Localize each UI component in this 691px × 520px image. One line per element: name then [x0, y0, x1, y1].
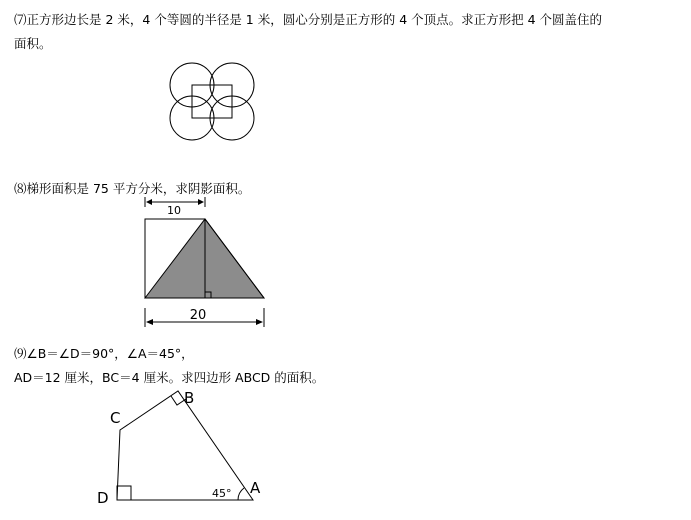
bottom-dim-label: 20 [189, 308, 207, 323]
problem-7-text-line1: ⑺正方形边长是 2 米，4 个等圆的半径是 1 米，圆心分别是正方形的 4 个顶点。求正方形把 4 个圆盖住的 [14, 12, 603, 27]
vertex-label-b: B [184, 389, 195, 407]
figure-7-square [192, 85, 232, 118]
top-dim-arrow-left [146, 199, 152, 205]
angle-arc-a [238, 488, 244, 500]
problem-9-text-line1: ⑼∠B＝∠D＝90°，∠A＝45°， [14, 346, 194, 361]
vertex-label-d: D [97, 489, 109, 507]
quadrilateral-outline [117, 391, 253, 500]
bottom-dim-arrow-left [146, 319, 153, 325]
bottom-dim-arrow-right [256, 319, 263, 325]
figure-7-four-circles [170, 63, 254, 140]
vertex-label-c: C [110, 409, 121, 427]
figure-8-trapezoid [145, 197, 264, 327]
problem-9-text-line2: AD＝12 厘米，BC＝4 厘米。求四边形 ABCD 的面积。 [14, 370, 325, 385]
problem-8-text: ⑻梯形面积是 75 平方分米，求阴影面积。 [14, 181, 251, 196]
right-angle-mark-d [117, 486, 131, 500]
top-dim-arrow-right [198, 199, 204, 205]
top-dim-label: 10 [167, 204, 181, 217]
problem-7-text-line2: 面积。 [14, 36, 52, 51]
angle-label-45: 45° [212, 487, 232, 500]
figure-9-quadrilateral [117, 391, 253, 500]
vertex-label-a: A [250, 479, 261, 497]
